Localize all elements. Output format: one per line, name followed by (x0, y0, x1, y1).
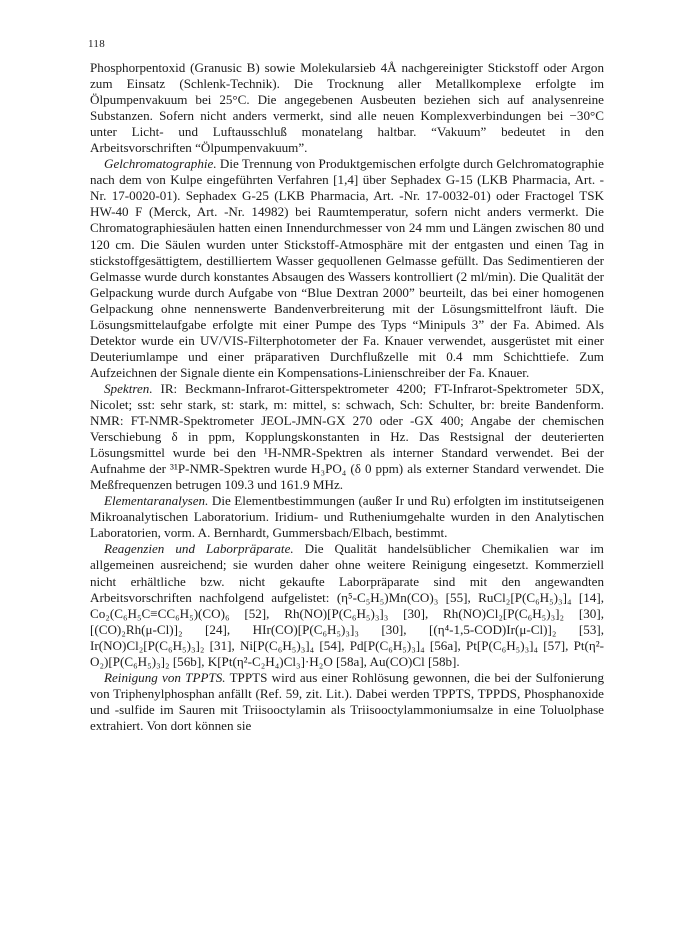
paragraph-elementaranalysen (90, 493, 604, 541)
paragraph-gelchromatographie (90, 156, 604, 381)
section-heading: Gelchromatographie. (104, 156, 217, 172)
paragraph-text: TPPTS wird aus einer Rohlösung gewonnen, die bei der Sulfonierung von Triphenylphosphan anfällt (Ref. 59, zit. Lit.). Dabei werden TPPTS, TPPDS, Phosphanoxide und -sulfide im Sauren mit Triisooctylamin als Triisooctylammoniumsalze in eine Toluolphase extrahiert. Von dort können sie (90, 669, 604, 733)
section-heading: Reagenzien und Laborpräparate. (104, 541, 294, 557)
body-text (90, 60, 604, 734)
paragraph-text: IR: Beckmann-Infrarot-Gitterspektrometer 4200; FT-Infrarot-Spektrometer 5DX, Nicolet; sst: sehr stark, st: stark, m: mittel, s: schwach, Sch: Schulter, br: breite Bandenform. NMR: FT-NMR-Spektrometer JEOL-JMN-GX 270 oder -GX 400; Angabe der chemischen Verschiebung δ in ppm, Kopplungskonstanten in Hz. Das Restsignal der deuterierten Lösungsmittel wurde bei den ¹H-NMR-Spektren als interner Standard verwendet. Bei der Aufnahme der ³¹P-NMR-Spektren wurde H₃PO₄ (δ 0 ppm) als externer Standard verwendet. Die Meßfrequenzen betrugen 109.3 und 161.9 MHz. (90, 380, 604, 493)
paragraph-text: Die Trennung von Produktgemischen erfolgte durch Gelchromatographie nach dem von Kulpe eingeführten Verfahren [1,4] über Sephadex G-15 (LKB Pharmacia, Art. -Nr. 17-0020-01). Sephadex G-25 (LKB Pharmacia, Art. -Nr. 17-0032-01) oder Fractogel TSK HW-40 F (Merck, Art. -Nr. 14982) bei Raumtemperatur, sofern nicht anders vermerkt. Die Chromatographiesäulen hatten einen Innendurchmesser von 24 mm und Längen zwischen 80 und 120 cm. Die Säulen wurden unter Stickstoff-Atmosphäre mit der entgasten und einen Tag in stickstoffgesättigtem, destilliertem Wasser gequollenen Gelmasse gefüllt. Das Sedimentieren der Gelmasse wurde durch konstantes Absaugen des Wassers kontrolliert (2 ml/min). Die Qualität der Gelpackung wurde durch Aufgabe von “Blue Dextran 2000” beurteilt, das bei einer homogenen Gelpackung ohne nennenswerte Bandenverbreiterung mit der Lösungsmittelfront läuft. Die Lösungsmittelaufgabe erfolgte mit einer Pumpe des Typs “Minipuls 3” der Fa. Abimed. Als Detektor wurde ein UV/VIS-Filterphotometer der Fa. Knauer verwendet, ausgerüstet mit einer Deuteriumlampe und einer präparativen Durchflußzelle mit 0.4 mm Schichttiefe. Zum Aufzeichnen der Signale diente ein Kompensations-Linienschreiber der Fa. Knauer. (90, 156, 604, 380)
paragraph-inert-gas (90, 60, 604, 156)
paragraph-text: Die Elementbestimmungen (außer Ir und Ru) erfolgten im institutseigenen Mikroanalytischen Laboratorium. Iridium- und Rutheniumgehalte wurden in den Analytischen Laboratorien, vorm. A. Bernhardt, Gummersbach/Elbach, bestimmt. (90, 493, 605, 541)
paragraph-reagenzien (90, 541, 604, 669)
paragraph-tppts (90, 670, 604, 734)
section-heading: Reinigung von TPPTS. (104, 669, 226, 685)
section-heading: Spektren. (104, 380, 153, 396)
paragraph-text: Phosphorpentoxid (Granusic B) sowie Molekularsieb 4Å nachgereinigter Stickstoff oder Argon zum Einsatz (Schlenk-Technik). Die Trocknung aller Metallkomplexe erfolgte im Ölpumpenvakuum bei 25°C. Die angegebenen Ausbeuten beziehen sich auf analysenreine Substanzen. Sofern nicht anders vermerkt, sind alle neuen Komplexverbindungen bei −30°C unter Licht- und Luftausschluß monatelang haltbar. “Vakuum” bedeutet in den Arbeitsvorschriften “Ölpumpenvakuum”. (90, 60, 604, 156)
section-heading: Elementaranalysen. (104, 493, 209, 509)
page-number: 118 (88, 38, 105, 50)
paragraph-spektren (90, 381, 604, 493)
paragraph-text: Die Qualität handelsüblicher Chemikalien war im allgemeinen ausreichend; sie wurden daher ohne weitere Reinigung eingesetzt. Kommerziell nicht erhältliche bzw. nicht gekaufte Laborpräparate sind mit den angewandten Arbeitsvorschriften nachfolgend aufgelistet: (η⁵-C₅H₅)Mn(CO)₃ [55], RuCl₂[P(C₆H₅)₃]₄ [14], Co₂(C₆H₅C≡CC₆H₅)(CO)₆ [52], Rh(NO)[P(C₆H₅)₃]₃ [30], Rh(NO)Cl₂[P(C₆H₅)₃]₂ [30], [(CO)₂Rh(μ-Cl)]₂ [24], HIr(CO)[P(C₆H₅)₃]₃ [30], [(η⁴-1,5-COD)Ir(μ-Cl)]₂ [53], Ir(NO)Cl₂[P(C₆H₅)₃]₂ [31], Ni[P(C₆H₅)₃]₄ [54], Pd[P(C₆H₅)₃]₄ [56a], Pt[P(C₆H₅)₃]₄ [57], Pt(η²-O₂)[P(C₆H₅)₃]₂ [56b], K[Pt(η²-C₂H₄)Cl₃]·H₂O [58a], Au(CO)Cl [58b]. (90, 541, 604, 669)
